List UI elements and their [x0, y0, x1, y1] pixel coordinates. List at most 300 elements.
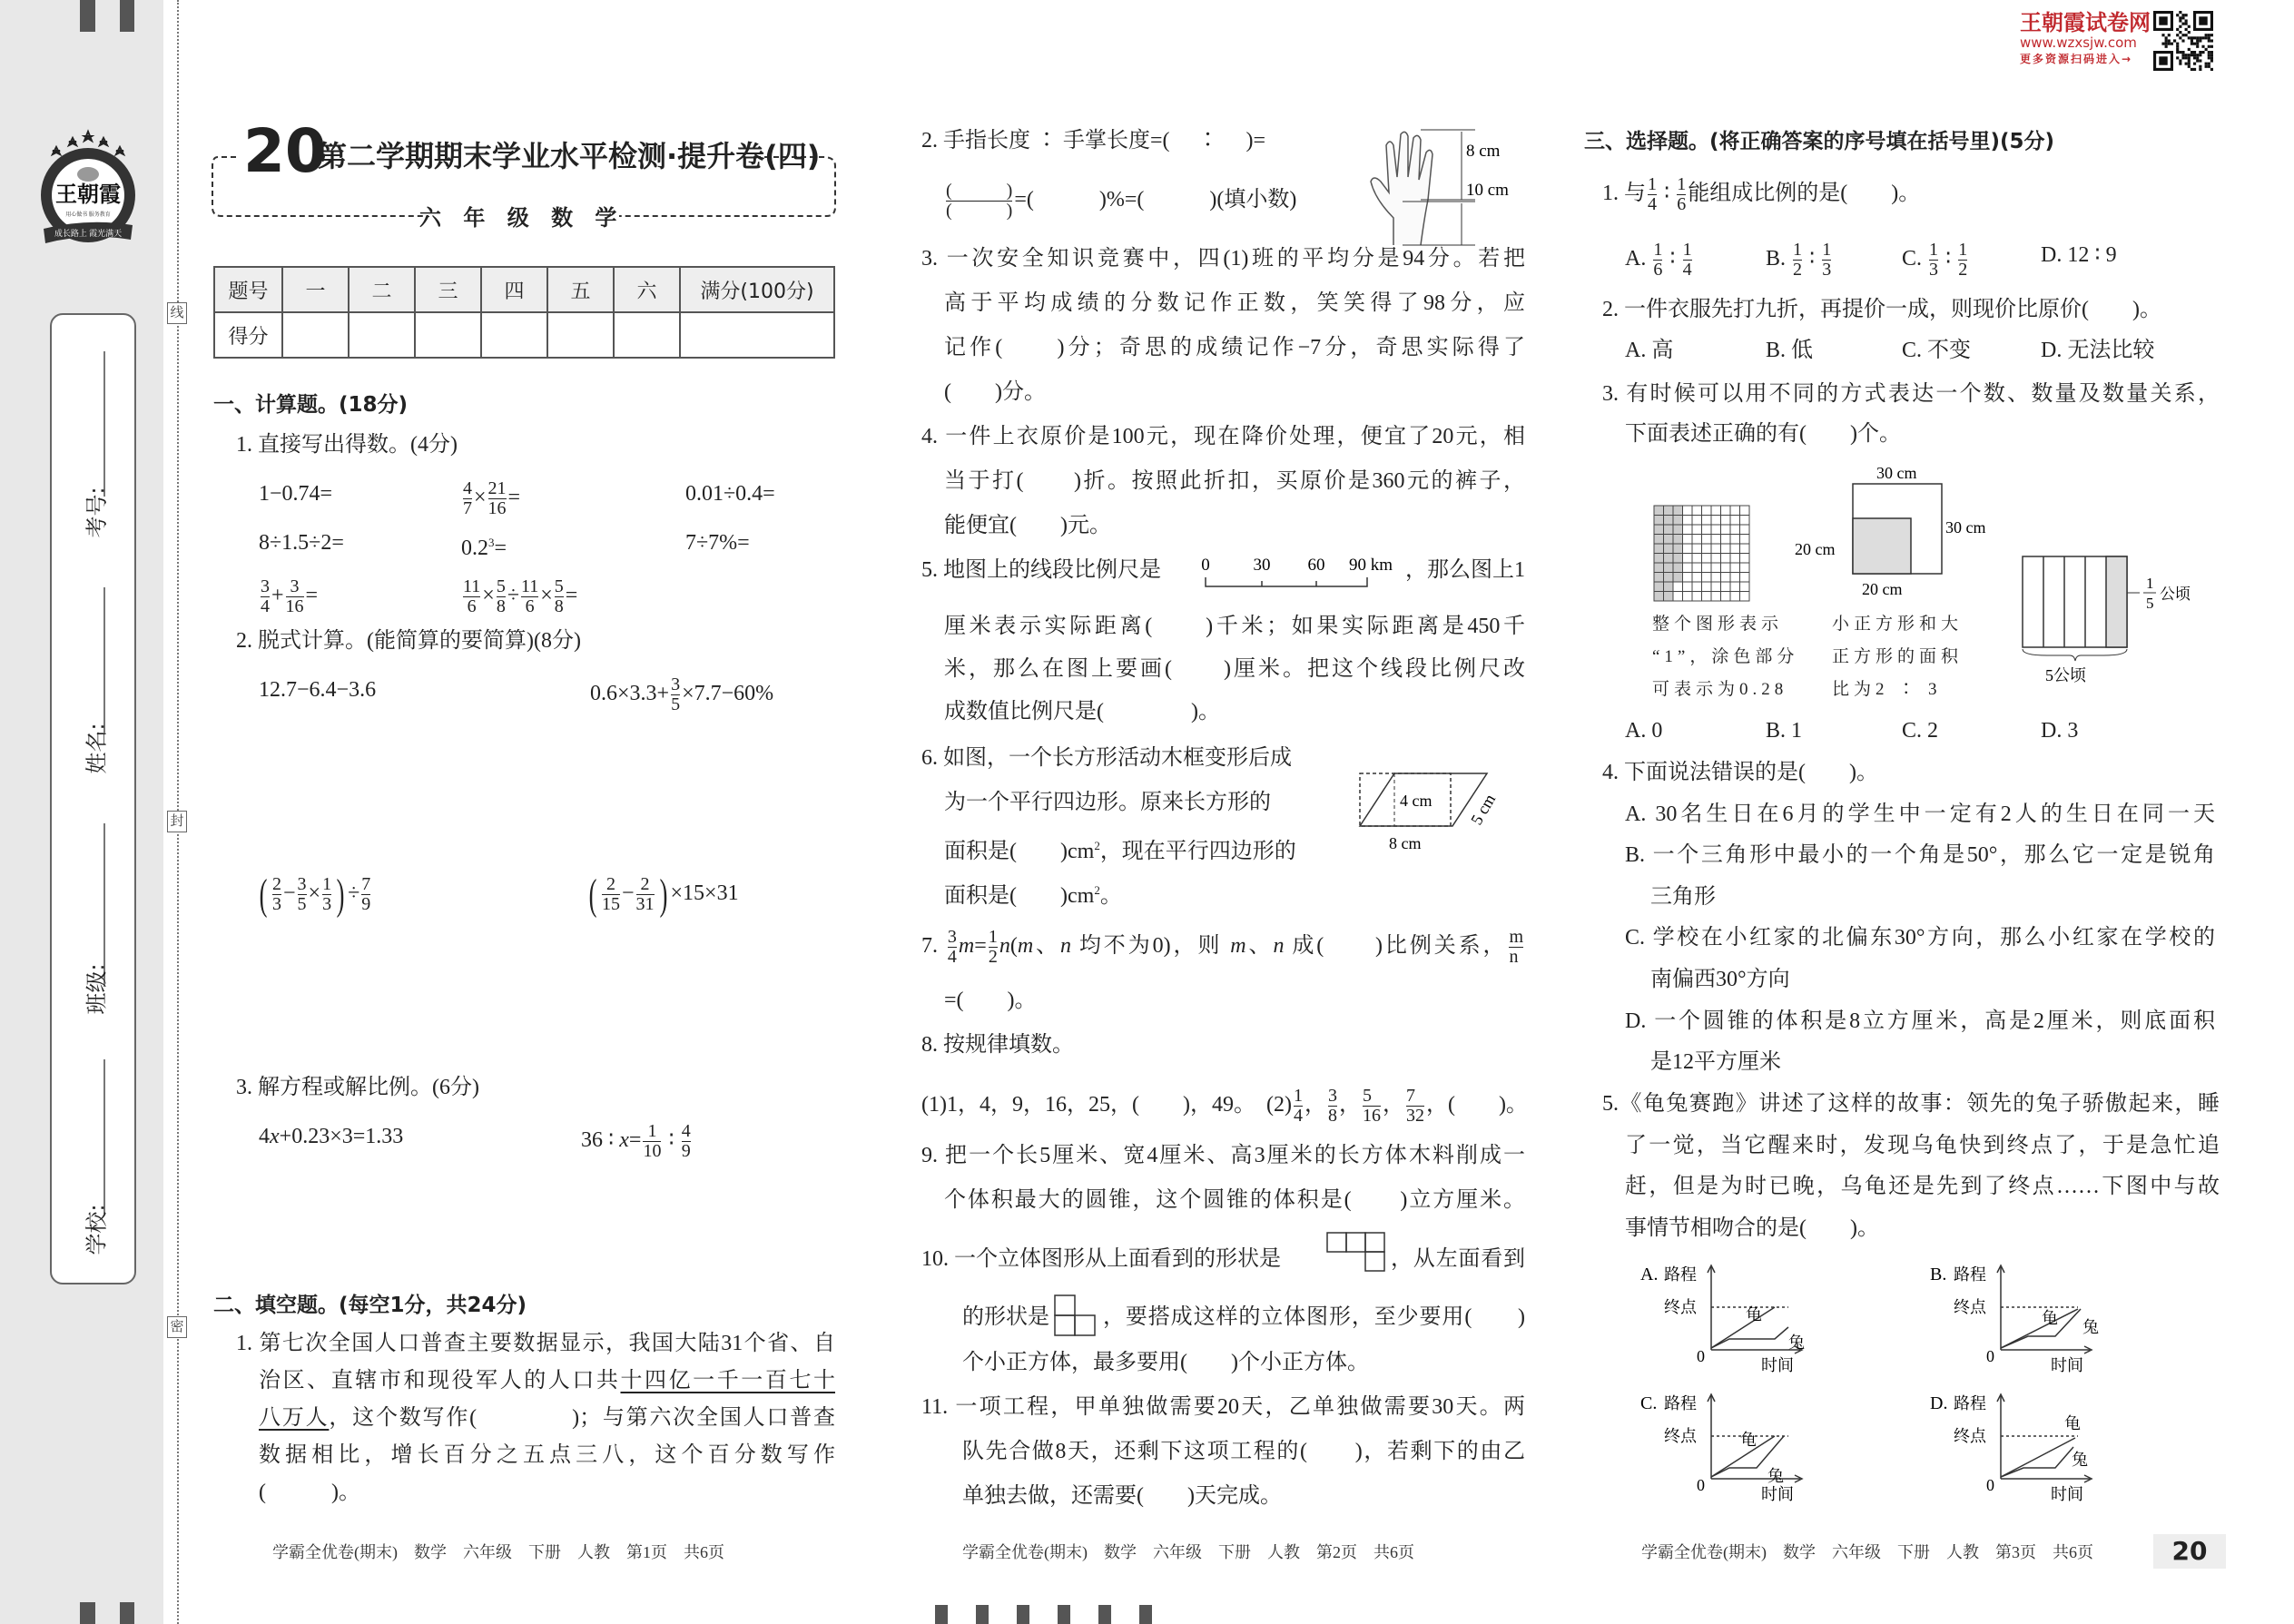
text: 三角形 [1650, 885, 1716, 909]
grid-cell [1730, 582, 1740, 592]
text: = [974, 934, 987, 959]
variable: n [999, 934, 1010, 959]
variable: m [1230, 934, 1246, 959]
score-table [213, 266, 835, 359]
fraction-numerator: 1 [1653, 240, 1663, 260]
score-cell[interactable] [481, 312, 547, 358]
text: 个体积最大的圆锥，这个圆锥的体积是( )立方厘米。 [944, 1188, 1525, 1212]
x-axis-label: 时间 [2051, 1356, 2083, 1374]
text: − [282, 881, 296, 906]
top-view-shape [1325, 1231, 1389, 1276]
fraction [1509, 928, 1523, 967]
fraction-denominator: 2 [1793, 260, 1803, 280]
part-unit-label: 公顷 [2160, 586, 2191, 603]
score-table-header [214, 267, 834, 312]
option-q3: D. 3 [2041, 719, 2079, 743]
grid-cell [1692, 563, 1702, 573]
grid-cell [1683, 516, 1693, 526]
hare-line [2001, 1447, 2073, 1477]
fraction-denominator: 2 [1958, 260, 1968, 280]
option-q3: C. 2 [1902, 719, 1939, 743]
option-letter: C. [1640, 1393, 1658, 1413]
part-frac-num: 1 [2146, 575, 2154, 592]
text: 厘米表示实际距离( )千米；如果实际距离是450千 [944, 615, 1525, 638]
question-line [944, 378, 1046, 407]
registration-mark [976, 1605, 989, 1624]
fraction-numerator: 5 [554, 576, 564, 596]
grid-cell [1673, 525, 1683, 535]
big-parenthesis: ) [336, 870, 345, 919]
grid-cell [1673, 582, 1683, 592]
fraction-numerator: 2 [605, 874, 615, 894]
text: 5. 地图上的线段比例尺是 [921, 558, 1161, 582]
question-line [1103, 1303, 1525, 1332]
calc-item [685, 528, 750, 557]
fraction-numerator: 3 [290, 576, 300, 596]
fraction [1406, 1087, 1424, 1126]
origin-label: 0 [1986, 1347, 1994, 1365]
grid-cell [1673, 563, 1683, 573]
header-cell: 四 [481, 267, 547, 312]
logo-slogan: 用心做书 服务教育 [65, 212, 111, 218]
grid-cell [1721, 544, 1731, 554]
option-letter: B. [1930, 1265, 1947, 1284]
option-q1 [1766, 241, 1833, 280]
variable: m [1017, 934, 1034, 959]
question-line [944, 333, 1525, 362]
grid-cell [1664, 535, 1674, 545]
variable: n [1059, 934, 1071, 959]
calc-item [461, 577, 577, 616]
fraction-numerator: 1 [322, 874, 332, 894]
tortoise-label: 龟 [1740, 1431, 1757, 1449]
text: B. [1766, 247, 1792, 271]
text: ×15×31 [670, 881, 739, 906]
registration-mark [935, 1605, 948, 1624]
text: 36 ∶ [581, 1128, 620, 1153]
text: ，那么图上1 [1405, 558, 1525, 582]
part-frac-den: 5 [2146, 595, 2154, 612]
question-line [944, 697, 1220, 726]
y-axis-label: 路程 [1954, 1265, 1986, 1284]
grid-cell [1692, 525, 1702, 535]
grid-cell [1702, 535, 1712, 545]
registration-mark [120, 0, 134, 32]
fraction [1677, 175, 1686, 214]
grid-cell [1702, 516, 1712, 526]
big-square-right-label: 30 cm [1945, 518, 1986, 536]
fill-line [236, 1329, 835, 1358]
grid-cell [1692, 535, 1702, 545]
registration-mark [80, 0, 95, 32]
grid-cell [1721, 582, 1731, 592]
exam-number-field[interactable] [103, 587, 105, 733]
fraction [497, 577, 506, 616]
text: 成数值比例尺是( )。 [944, 700, 1220, 723]
seal-mark-feng: 封 [167, 811, 187, 832]
exam-title: 第二学期期末学业水平检测·提升卷(四) [318, 139, 821, 173]
question-line [944, 289, 1525, 318]
grid-cell [1673, 554, 1683, 564]
text: ÷ [348, 881, 360, 906]
grid-cell [1664, 506, 1674, 516]
grid-cell [1673, 506, 1683, 516]
grid-cell [1654, 563, 1664, 573]
fraction-denominator: 10 [643, 1141, 662, 1161]
question-line [1602, 295, 2161, 324]
big-parenthesis: ) [659, 870, 667, 919]
text: 10. 一个立体图形从上面看到的形状是 [921, 1247, 1281, 1271]
text: = [507, 486, 521, 510]
fraction-numerator: 2 [271, 874, 281, 894]
hare-label: 兔 [2072, 1451, 2088, 1469]
fraction [1328, 1087, 1337, 1126]
fraction-denominator: 15 [601, 894, 620, 914]
registration-mark [1139, 1605, 1152, 1624]
class-field[interactable] [103, 1059, 105, 1214]
text: 米，那么在图上要画( )厘米。把这个线段比例尺改 [944, 657, 1525, 681]
big-parenthesis: ( [259, 870, 268, 919]
seal-mark-mi: 密 [167, 1316, 187, 1338]
question-line [1602, 758, 1878, 787]
fraction [671, 675, 680, 714]
race-graph-option[interactable] [1928, 1391, 2128, 1504]
text: ∶ [1664, 247, 1681, 271]
row-label: 得分 [214, 312, 282, 358]
grid-cell [1721, 516, 1731, 526]
question-line [1650, 1048, 1781, 1077]
grid-cell [1683, 573, 1693, 583]
finish-label: 终点 [1954, 1298, 1986, 1316]
text: 赶，但是为时已晚，乌龟还是先到了终点……下图中与故 [1625, 1175, 2220, 1198]
text: = [565, 584, 578, 608]
calc-item [259, 577, 318, 616]
text: C. 学校在小红家的北偏东30°方向，那么小红家在学校的 [1625, 926, 2215, 950]
field-line [103, 351, 105, 497]
text: − [621, 881, 635, 906]
fraction [1958, 241, 1967, 280]
grid-cell [1740, 516, 1750, 526]
score-cell[interactable] [614, 312, 680, 358]
text: 是12平方厘米 [1650, 1050, 1781, 1074]
text: 0.2 [461, 536, 488, 560]
fraction-denominator: 3 [271, 894, 281, 914]
big-parenthesis: ( [588, 870, 597, 919]
fraction-denominator: 4 [1648, 194, 1657, 214]
fraction-numerator: 3 [671, 674, 681, 694]
text: 1. 与 [1602, 182, 1646, 206]
grid-cell [1730, 563, 1740, 573]
calc-item [256, 870, 372, 919]
student-info-box [50, 313, 136, 1284]
score-cell[interactable] [547, 312, 614, 358]
site-url[interactable]: www.wzxsjw.com [2020, 34, 2137, 51]
site-brand [2020, 11, 2161, 67]
text: 下面表述正确的有( )个。 [1625, 422, 1901, 446]
grid-cell [1702, 563, 1712, 573]
question-line [1650, 965, 1790, 994]
fraction [1683, 241, 1692, 280]
score-cell[interactable] [680, 312, 834, 358]
tortoise-label: 龟 [1746, 1305, 1762, 1324]
grid-cell [1692, 506, 1702, 516]
text: ， [1338, 1093, 1361, 1117]
text: 治区、直辖市和现役军人的人口共 [259, 1369, 621, 1393]
underlined-text: 十四亿一千一百七十 [620, 1369, 836, 1393]
tortoise-label: 龟 [2042, 1309, 2058, 1327]
fraction [946, 182, 1012, 221]
text: 4. 下面说法错误的是( )。 [1602, 761, 1878, 784]
grid-cell [1673, 544, 1683, 554]
fraction-numerator: 1 [1293, 1086, 1303, 1106]
tortoise-line [2001, 1309, 2078, 1348]
text: 8÷1.5÷2= [259, 531, 344, 555]
grid-cell [1664, 554, 1674, 564]
question-line [921, 422, 1525, 451]
qr-code-icon[interactable] [2153, 11, 2213, 71]
fraction-denominator: 8 [1327, 1106, 1337, 1126]
calc-item [461, 528, 507, 563]
fraction [286, 577, 304, 616]
grid-cell [1711, 516, 1721, 526]
text: ，这个数写作( )；与第六次全国人口普查 [329, 1406, 836, 1430]
text: ∶ [663, 1128, 680, 1153]
text: = [628, 1128, 642, 1153]
fraction-denominator: 3 [1929, 260, 1939, 280]
superscript: 3 [488, 536, 495, 549]
fill-line [259, 1441, 835, 1470]
fraction-denominator: 2 [988, 947, 998, 967]
grid-cell [1740, 554, 1750, 564]
fraction-numerator: 1 [988, 927, 998, 947]
question-line [921, 1030, 1074, 1059]
fraction [948, 928, 957, 967]
text: D. 一个圆锥的体积是8立方厘米，高是2厘米，则底面积 [1625, 1009, 2215, 1033]
grid-cell [1683, 525, 1693, 535]
grid-cell [1664, 525, 1674, 535]
fraction-denominator: 6 [1677, 194, 1687, 214]
grid-cell [1721, 563, 1731, 573]
question-line [921, 1086, 1528, 1126]
fraction-denominator: ( ) [946, 201, 1013, 221]
tortoise-line [1711, 1307, 1775, 1348]
hare-label: 兔 [2082, 1318, 2099, 1336]
text: 、 [1245, 934, 1274, 959]
grid-cell [1730, 592, 1740, 602]
fraction [1363, 1087, 1381, 1126]
score-cell[interactable] [415, 312, 481, 358]
question-heading: 2. 脱式计算。(能简算的要简算)(8分) [236, 629, 581, 653]
question-line [1625, 841, 2215, 870]
variable: x [619, 1128, 629, 1153]
registration-mark [1017, 1605, 1029, 1624]
text: ∶ [1804, 247, 1821, 271]
figure-caption: “1”，涂色部分 [1652, 647, 1799, 666]
hare-line [1711, 1327, 1788, 1348]
exam-subtitle: 六 年 级 数 学 [419, 205, 625, 231]
score-cell[interactable] [282, 312, 349, 358]
text: ∶ [1940, 247, 1957, 271]
section-3-heading: 三、选择题。(将正确答案的序号填在括号里)(5分) [1584, 130, 2055, 153]
x-axis-label: 时间 [2051, 1485, 2083, 1503]
question-line [944, 876, 1122, 910]
text: 了一觉，当它醒来时，发现乌龟快到终点了，于是急忙追 [1625, 1134, 2220, 1157]
grid-cell [1730, 544, 1740, 554]
calc-item [590, 675, 773, 714]
grid-cell [1654, 544, 1664, 554]
fraction-numerator: 21 [487, 478, 507, 498]
grid-cell [1740, 506, 1750, 516]
fraction [1929, 241, 1938, 280]
grid-cell [1692, 592, 1702, 602]
fraction [1822, 241, 1831, 280]
calc-item [259, 528, 344, 557]
registration-mark [80, 1602, 95, 1624]
page-footer: 学霸全优卷(期末) 数学 六年级 下册 人教 第3页 共6页 [1641, 1543, 2093, 1561]
header-cell: 五 [547, 267, 614, 312]
question-line [962, 1437, 1525, 1466]
squares-figure [1793, 458, 2011, 604]
fraction-denominator: 4 [947, 947, 957, 967]
small-square-left-label: 20 cm [1795, 540, 1836, 558]
equation-item [259, 1122, 403, 1151]
race-graph-option[interactable] [1639, 1262, 1838, 1375]
grid-cell [1683, 554, 1693, 564]
figure-caption: 正方形的面积 [1832, 647, 1964, 666]
fraction [1653, 241, 1662, 280]
grid-cell [1711, 582, 1721, 592]
text: +0.23×3=1.33 [279, 1125, 404, 1148]
grid-cell [1664, 563, 1674, 573]
question-line [1625, 419, 1901, 448]
fraction-denominator: n [1509, 947, 1523, 967]
fraction [1648, 175, 1657, 214]
grid-cell [1664, 582, 1674, 592]
origin-label: 0 [1697, 1476, 1705, 1494]
text: 0.01÷0.4= [685, 482, 775, 506]
text: 数据相比，增长百分之五点三八，这个百分数写作 [259, 1443, 835, 1467]
registration-mark [1098, 1605, 1111, 1624]
name-field[interactable] [103, 823, 105, 987]
fraction [1294, 1087, 1303, 1126]
fraction [298, 875, 307, 914]
grid-cell [1692, 554, 1702, 564]
registration-mark [120, 1602, 134, 1624]
fraction-numerator: 3 [297, 874, 307, 894]
text: ×7.7−60% [682, 682, 774, 706]
grid-cell [1654, 573, 1664, 583]
text: ，现在平行四边形的 [1099, 840, 1296, 863]
text: 面积是( )cm [944, 840, 1095, 863]
text: 5.《龟兔赛跑》讲述了这样的故事：领先的兔子骄傲起来，睡 [1602, 1092, 2220, 1116]
text: ， [1304, 1093, 1326, 1117]
figure-caption: 可表示为0.28 [1652, 680, 1788, 699]
question-line [1391, 1245, 1525, 1274]
finish-label: 终点 [1954, 1427, 1986, 1445]
fraction-denominator: 3 [322, 894, 332, 914]
sheet-number-badge: 20 [2153, 1534, 2226, 1569]
option-q2: B. 低 [1766, 339, 1814, 362]
text: 12.7−6.4−3.6 [259, 678, 377, 702]
base-label: 8 cm [1389, 834, 1422, 852]
text: × [540, 584, 553, 608]
fraction-numerator: 1 [647, 1121, 657, 1141]
grid-cell [1730, 525, 1740, 535]
text: 3. 一次安全知识竞赛中，四(1)班的平均分是94分。若把 [921, 247, 1525, 271]
finger-length-label: 8 cm [1466, 142, 1501, 161]
fraction-numerator: 7 [1405, 1086, 1415, 1106]
fraction [463, 577, 480, 616]
question-line [921, 743, 1292, 773]
fraction-denominator: 4 [1293, 1106, 1303, 1126]
grid-cell [1692, 582, 1702, 592]
figure-caption: 小正方形和大 [1832, 615, 1964, 634]
fraction-denominator: 4 [1682, 260, 1692, 280]
text: 队先合做8天，还剩下这项工程的( )，若剩下的由乙 [962, 1440, 1525, 1463]
underlined-text: 八万人 [259, 1406, 330, 1430]
grid-cell [1721, 525, 1731, 535]
grid-cell [1683, 582, 1693, 592]
fraction-numerator: 5 [496, 576, 506, 596]
question-line [944, 182, 1296, 221]
fraction-numerator: 7 [361, 874, 371, 894]
text: 9. 把一个长5厘米、宽4厘米、高3厘米的长方体木料削成一 [921, 1144, 1525, 1167]
fraction-denominator: 8 [554, 596, 564, 616]
grid-cell [1721, 506, 1731, 516]
option-letter: D. [1930, 1393, 1948, 1413]
grid-cell [1683, 544, 1693, 554]
text: 7÷7%= [685, 531, 750, 555]
grid-cell [1683, 535, 1693, 545]
logo-name: 王朝霞 [55, 183, 121, 207]
scale-tick-label: 60 [1307, 556, 1325, 575]
fraction [272, 875, 281, 914]
fraction-denominator: 5 [671, 694, 681, 714]
fraction-numerator: 2 [640, 874, 650, 894]
superscript: 2 [1094, 883, 1100, 897]
grid-cell [1721, 592, 1731, 602]
grid-cell [1721, 554, 1731, 564]
option-q1 [1625, 241, 1694, 280]
grid-cell [1654, 592, 1664, 602]
left-view-shape [1053, 1294, 1100, 1339]
question-line [1602, 1089, 2220, 1118]
fraction [643, 1122, 661, 1161]
grid-cell [1711, 506, 1721, 516]
text: 6. 如图，一个长方形活动木框变形后成 [921, 746, 1292, 770]
question-line [1602, 175, 1920, 214]
text: ，要搭成这样的立体图形，至少要用( ) [1103, 1305, 1525, 1329]
text: ∶ [1659, 182, 1676, 206]
grid-cell [1730, 535, 1740, 545]
text: 4. 一件上衣原价是100元，现在降价处理，便宜了20元，相 [921, 425, 1525, 448]
fraction [521, 577, 538, 616]
header-cell: 三 [415, 267, 481, 312]
grid-cell [1673, 592, 1683, 602]
fraction-numerator: 3 [947, 927, 957, 947]
text: × [482, 584, 495, 608]
race-graph-option[interactable] [1639, 1391, 1838, 1504]
calc-item [461, 479, 520, 518]
grid-cell [1654, 506, 1664, 516]
score-cell[interactable] [349, 312, 415, 358]
fraction-numerator: 5 [1362, 1086, 1372, 1106]
text: (1)1，4，9，16，25，( )，49。 (2) [921, 1093, 1292, 1117]
text: 1. 第七次全国人口普查主要数据显示，我国大陆31个省、自 [236, 1332, 835, 1355]
class-label: 班级: [84, 963, 110, 1015]
race-graph-option[interactable] [1928, 1262, 2128, 1375]
grid-cell [1721, 535, 1731, 545]
